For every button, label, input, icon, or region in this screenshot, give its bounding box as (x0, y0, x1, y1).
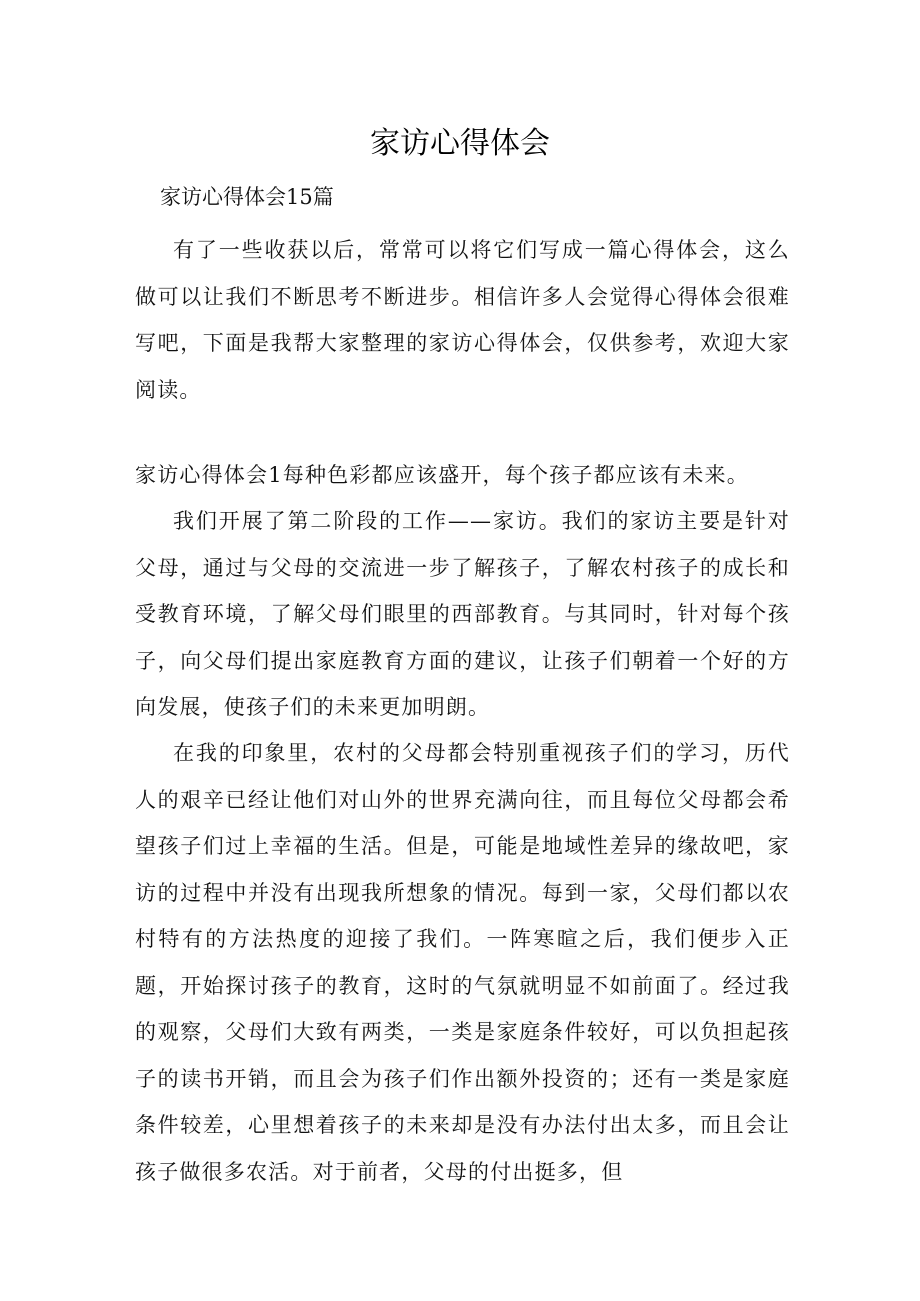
section-heading-paragraph: 家访心得体会1每种色彩都应该盛开，每个孩子都应该有未来。 (135, 463, 749, 487)
body-paragraph-2: 我们开展了第二阶段的工作——家访。我们的家访主要是针对父母，通过与父母的交流进一步了解孩子，了解农村孩子的成长和受教育环境，了解父母们眼里的西部教育。与其同时，针对每个孩子，向父母们提出家庭教育方面的建议，让孩子们朝着一个好的方向发展，使孩子们的未来更加明朗。 (135, 509, 790, 719)
document-title: 家访心得体会 (370, 126, 550, 161)
body-paragraph-3: 在我的印象里，农村的父母都会特别重视孩子们的学习，历代人的艰辛已经让他们对山外的世界充满向往，而且每位父母都会希望孩子们过上幸福的生活。但是，可能是地域性差异的缘故吧，家访的过程中并没有出现我所想象的情况。每到一家，父母们都以农村特有的方法热度的迎接了我们。一阵寒暄之后，我们便步入正题，开始探讨孩子的教育，这时的气氛就明显不如前面了。经过我的观察，父母们大致有两类，一类是家庭条件较好，可以负担起孩子的读书开销，而且会为孩子们作出额外投资的；还有一类是家庭条件较差，心里想着孩子的未来却是没有办法付出太多，而且会让孩子做很多农活。对于前者，父母的付出挺多，但 (135, 741, 790, 1184)
intro-paragraph: 有了一些收获以后，常常可以将它们写成一篇心得体会，这么做可以让我们不断思考不断进步。相信许多人会觉得心得体会很难写吧，下面是我帮大家整理的家访心得体会，仅供参考，欢迎大家阅读。 (135, 238, 790, 402)
document-subtitle: 家访心得体会15篇 (160, 185, 334, 209)
